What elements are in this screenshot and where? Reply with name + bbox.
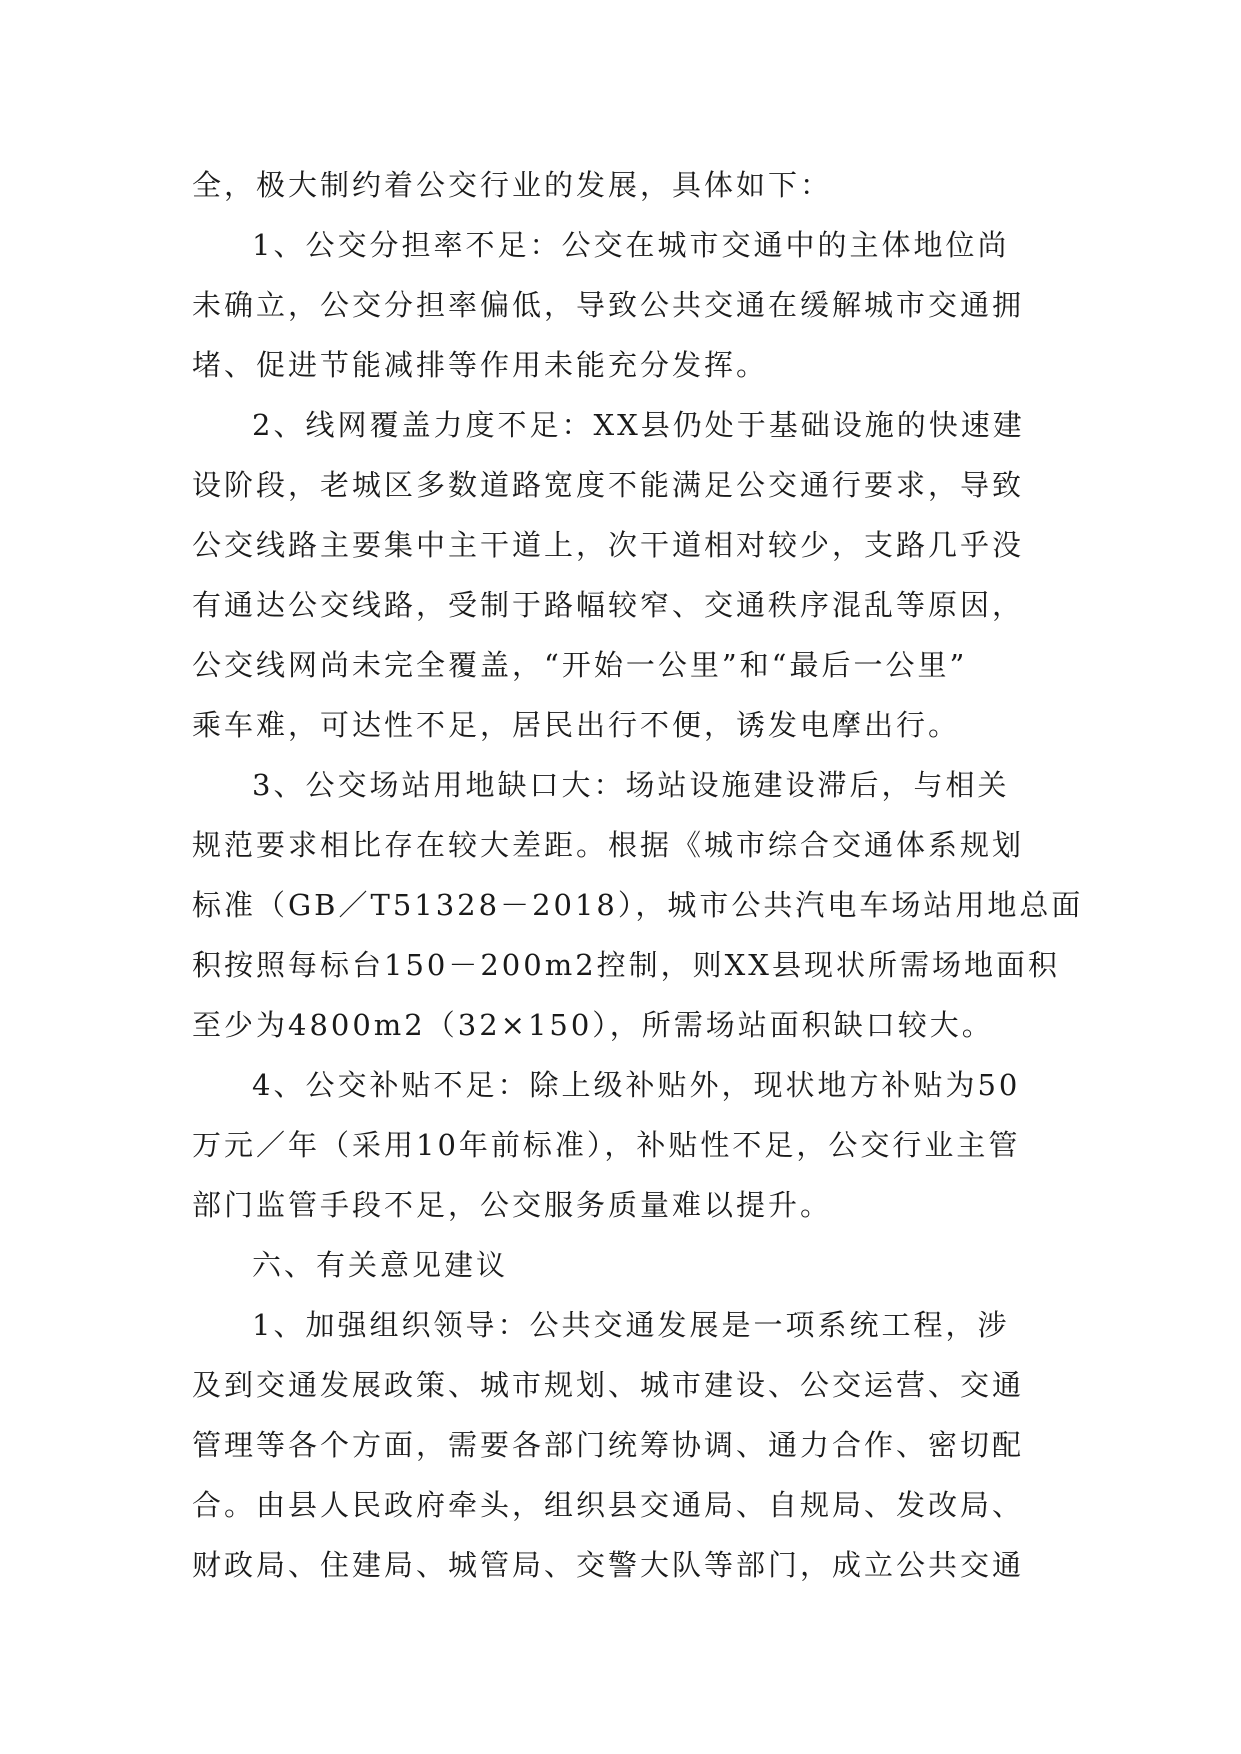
text-line: 及到交通发展政策、城市规划、城市建设、公交运营、交通 [192, 1368, 1025, 1402]
text-line: 部门监管手段不足，公交服务质量难以提升。 [192, 1188, 833, 1222]
text-line: 2、线网覆盖力度不足：XX县仍处于基础设施的快速建 [252, 408, 1025, 442]
text-line: 管理等各个方面，需要各部门统筹协调、通力合作、密切配 [192, 1428, 1025, 1462]
text-line: 财政局、住建局、城管局、交警大队等部门，成立公共交通 [192, 1548, 1025, 1582]
text-line: 合。由县人民政府牵头，组织县交通局、自规局、发改局、 [192, 1488, 1025, 1522]
text-line: 乘车难，可达性不足，居民出行不便，诱发电摩出行。 [192, 708, 961, 742]
text-line: 堵、促进节能减排等作用未能充分发挥。 [192, 348, 769, 382]
text-line: 标准（GB／T51328－2018），城市公共汽电车场站用地总面 [192, 888, 1084, 922]
text-line: 设阶段，老城区多数道路宽度不能满足公交通行要求，导致 [192, 468, 1025, 502]
text-line: 4、公交补贴不足：除上级补贴外，现状地方补贴为50 [252, 1068, 1021, 1102]
text-line: 积按照每标台150－200m2控制，则XX县现状所需场地面积 [192, 948, 1060, 982]
text-line: 有通达公交线路，受制于路幅较窄、交通秩序混乱等原因， [192, 588, 1025, 622]
text-line: 3、公交场站用地缺口大：场站设施建设滞后，与相关 [252, 768, 1010, 802]
text-line: 规范要求相比存在较大差距。根据《城市综合交通体系规划 [192, 828, 1025, 862]
text-line: 1、加强组织领导：公共交通发展是一项系统工程，涉 [252, 1308, 1010, 1342]
text-line: 至少为4800m2（32×150），所需场站面积缺口较大。 [192, 1008, 994, 1042]
text-line: 万元／年（采用10年前标准），补贴性不足，公交行业主管 [192, 1128, 1021, 1162]
body-text [192, 155, 1084, 1595]
text-line: 未确立，公交分担率偏低，导致公共交通在缓解城市交通拥 [192, 288, 1025, 322]
text-line: 1、公交分担率不足：公交在城市交通中的主体地位尚 [252, 228, 1010, 262]
text-line: 全，极大制约着公交行业的发展，具体如下： [192, 168, 833, 202]
text-line: 公交线网尚未完全覆盖，“开始一公里”和“最后一公里” [192, 648, 968, 682]
text-line: 公交线路主要集中主干道上，次干道相对较少，支路几乎没 [192, 528, 1025, 562]
section-heading: 六、有关意见建议 [252, 1248, 509, 1282]
